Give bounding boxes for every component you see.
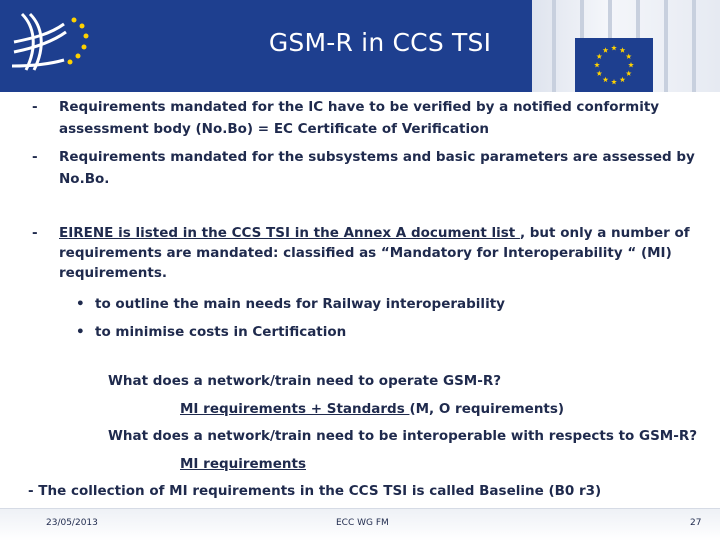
- dash-marker: -: [32, 99, 38, 115]
- bullet-marker: •: [76, 296, 85, 312]
- footer-date: 23/05/2013: [46, 518, 98, 528]
- conclusion-text: - The collection of MI requirements in the CCS TSI is called Baseline (B0 r3): [28, 483, 602, 499]
- answer-fragment: (M, O requirements): [409, 401, 565, 417]
- item-text-line: [59, 222, 690, 244]
- answer-interoperable: [180, 456, 306, 472]
- footer-bar: [0, 508, 720, 541]
- mi-standards-link-text: MI requirements + Standards: [180, 401, 410, 417]
- question-operate: What does a network/train need to operate GSM-R?: [108, 373, 502, 389]
- item-text-line: requirements are mandated: classified as “Mandatory for Interoperability “ (MI): [59, 245, 672, 261]
- header-banner: [0, 0, 720, 92]
- bullet-text: to outline the main needs for Railway interoperability: [95, 296, 505, 312]
- page-number: 27: [690, 518, 702, 528]
- item-text-line: assessment body (No.Bo) = EC Certificate of Verification: [59, 121, 489, 137]
- item-text-line: requirements.: [59, 265, 167, 281]
- slide-title: GSM-R in CCS TSI: [268, 28, 492, 57]
- dash-marker: -: [32, 149, 38, 165]
- item-text-line: Requirements mandated for the subsystems and basic parameters are assessed by: [59, 149, 695, 165]
- eu-flag-icon: [575, 38, 653, 92]
- eirene-annex-link-text: EIRENE is listed in the CCS TSI in the Annex A document list: [59, 225, 520, 241]
- item-text-line: Requirements mandated for the IC have to be verified by a notified conformity: [59, 99, 660, 115]
- item-text-fragment: , but only a number of: [519, 225, 690, 241]
- european-commission-logo-icon: [4, 6, 100, 86]
- answer-operate: [180, 401, 564, 417]
- bullet-text: to minimise costs in Certification: [95, 324, 347, 340]
- footer-center-label: ECC WG FM: [336, 518, 389, 528]
- dash-marker: -: [32, 225, 38, 241]
- bullet-marker: •: [76, 324, 85, 340]
- question-interoperable: What does a network/train need to be interoperable with respects to GSM-R?: [108, 428, 698, 444]
- mi-requirements-link-text: MI requirements: [180, 456, 307, 472]
- item-text-line: No.Bo.: [59, 171, 110, 187]
